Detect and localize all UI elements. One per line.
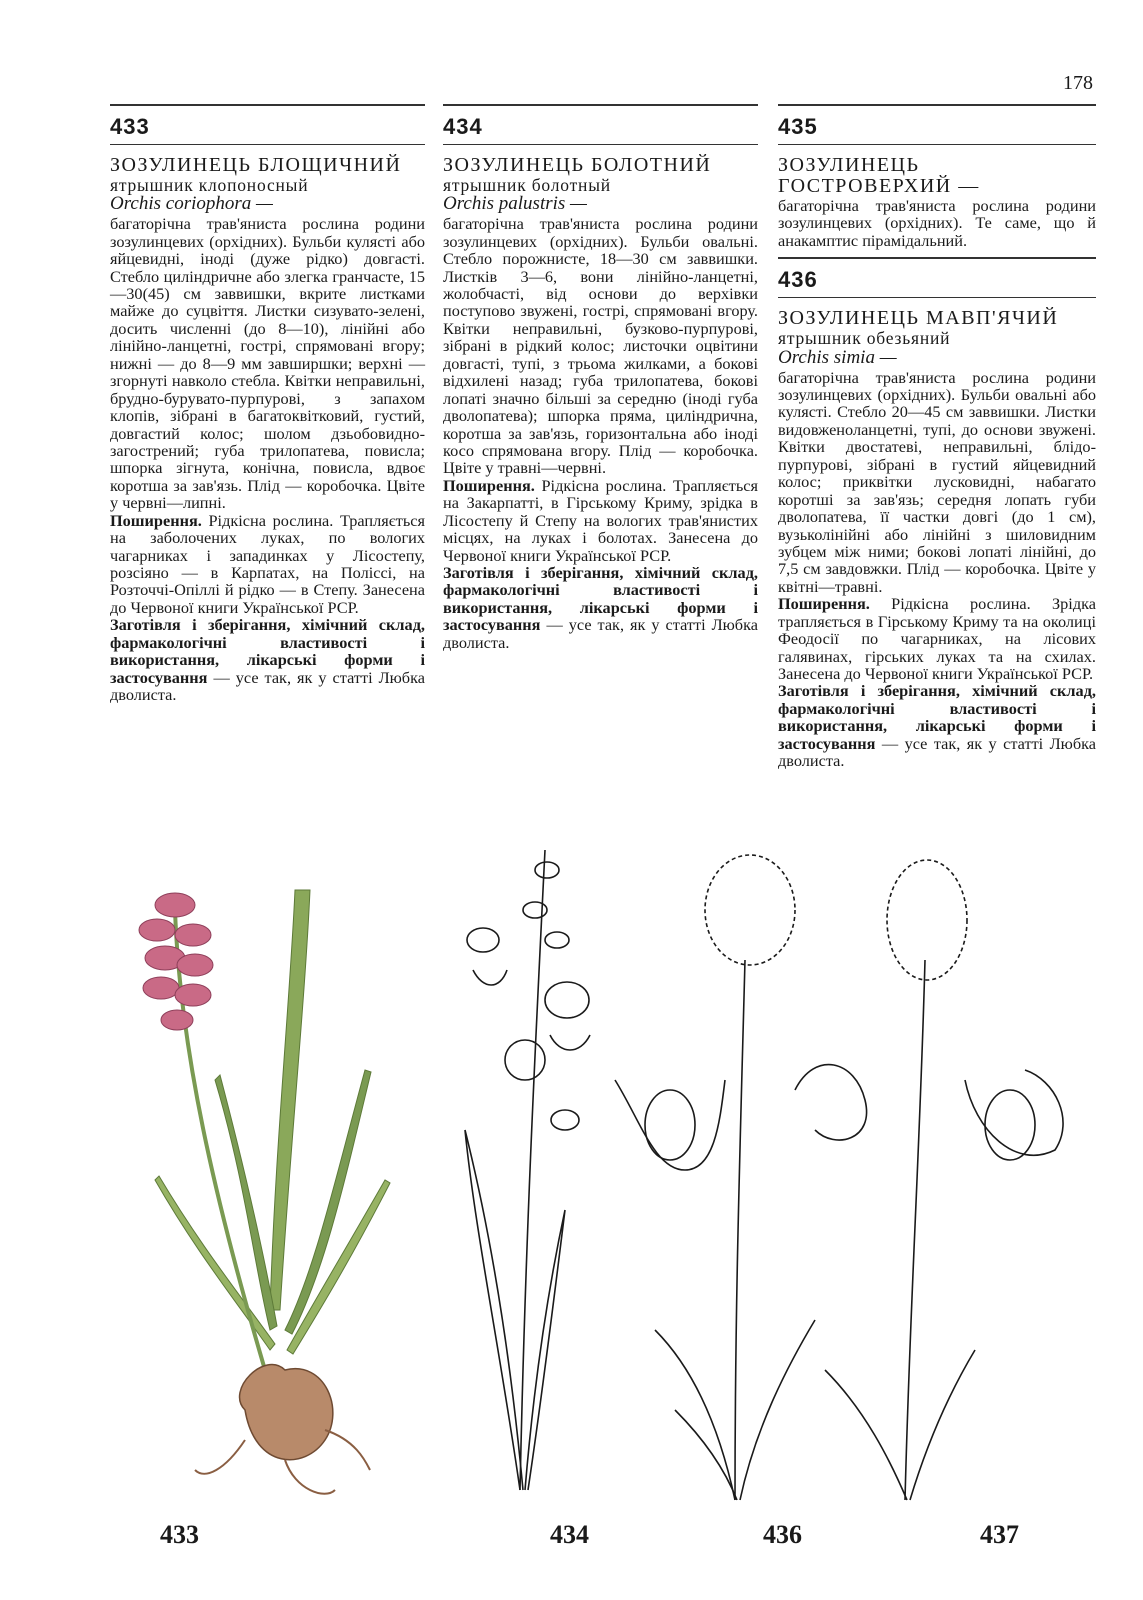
entry-rule xyxy=(110,144,425,145)
entry-heading: ЗОЗУЛИНЕЦЬ БОЛОТНИЙ xyxy=(443,154,712,176)
entry-body xyxy=(778,369,1096,770)
orchid-433-illustration xyxy=(139,890,390,1494)
description: багаторічна трав'яниста рослина родини зозулинцевих (орхідних). Те саме, що й анакамптис пірамідальний. xyxy=(778,196,1096,250)
description: багаторічна трав'яниста рослина родини зозулинцевих (орхідних). Бульби овальні. Стебло порожнисте, 18—30 см заввишки. Листків 3—6, вони лінійно-ланцетні, жолобчасті, від основи до верхівки поступово звужені, гострі, спрямовані вгору. Квітки неправильні, бузково-пурпурові, зібрані в рідкий колос; листочки оцвітини довгасті, тупі, з трьома жилками, а бокові відхилені назад; губа трилопатева, бокові лопаті значно більші за середню (іноді губа дволопатева); шпорка пряма, циліндрична, коротша за зав'язь, горизонтальна або іноді косо спрямована вгору. Плід — коробочка. Цвіте у травні—червні. xyxy=(443,214,758,478)
spread-text: Рідкісна рослина. Трапляється на Закарпатті, в Гірському Криму, зрідка в Лісостепу й Степу на вологих трав'янистих місцях, на луках і болотах. Занесена до Червоної книги Української РСР. xyxy=(443,475,758,565)
entry-number: 435 xyxy=(778,114,818,139)
orchid-436-illustration xyxy=(615,855,867,1500)
orchid-437-illustration xyxy=(825,860,1063,1500)
prep-label: Заготівля і зберігання, хімічний склад, фармакологічні властивості і використання, лікарські форми і застосування xyxy=(443,563,758,635)
figure-label-433: 433 xyxy=(160,1520,199,1549)
entry-rule xyxy=(443,144,758,145)
entry-body xyxy=(443,215,758,651)
latin-name: Orchis coriophora — xyxy=(110,193,273,215)
entry-rule xyxy=(110,104,425,106)
entry-body xyxy=(778,197,1096,249)
figure-label-436: 436 xyxy=(763,1520,802,1549)
entry-rule xyxy=(778,297,1096,298)
latin-name: Orchis simia — xyxy=(778,346,897,368)
russian-name: ятрышник клопоносный xyxy=(110,175,309,195)
russian-name: ятрышник болотный xyxy=(443,175,611,195)
entry-heading: ЗОЗУЛИНЕЦЬ ГОСТРОВЕРХИЙ — xyxy=(778,154,980,197)
orchid-434-illustration xyxy=(465,850,590,1490)
entry-436 xyxy=(778,257,1096,769)
entry-body xyxy=(110,215,425,703)
entry-column-3 xyxy=(778,104,1096,770)
page-number: 178 xyxy=(1063,72,1093,94)
prep-label: Заготівля і зберігання, хімічний склад, фармакологічні властивості і використання, лікарські форми і застосування xyxy=(110,615,425,687)
spread-label: Поширення. xyxy=(443,475,535,495)
description: багаторічна трав'яниста рослина родини зозулинцевих (орхідних). Бульби кулясті або яйцевидні, іноді (дуже рідко) довгасті. Стебло циліндричне або злегка гранчасте, 15—30(45) см заввишки, вкрите листками майже до суцвіття. Листки сизувато-зелені, досить численні (до 8—10), лінійні або лінійно-ланцетні, гострі, спрямовані вгору; нижні — до 8—9 мм завширшки; верхні — згорнуті навколо стебла. Квітки неправильні, брудно-бурувато-пурпурові, з запахом клопів, зібрані в багатоквітковий, густий, довгастий колос; шолом дзьобовидно-загострений; губа трилопатева, повисла; шпорка зігнута, конічна, повисла, вдвоє коротша за зав'язь. Плід — коробочка. Цвіте у червні—липні. xyxy=(110,214,425,513)
orchid-illustrations-svg xyxy=(95,850,1115,1550)
entry-434 xyxy=(443,104,758,651)
russian-name: ятрышник обезьяний xyxy=(778,328,951,349)
entry-435 xyxy=(778,104,1096,249)
spread-label: Поширення. xyxy=(778,594,870,614)
entry-number: 436 xyxy=(778,267,818,293)
entry-number: 433 xyxy=(110,114,150,139)
entry-rule xyxy=(778,257,1096,259)
entry-rule xyxy=(443,104,758,106)
entry-rule xyxy=(778,104,1096,106)
entry-number: 434 xyxy=(443,114,483,139)
figure-label-434: 434 xyxy=(550,1520,589,1549)
entry-rule xyxy=(778,144,1096,145)
spread-text: Рідкісна рослина. Зрідка трапляється в Гірському Криму та на околиці Феодосії по чагарниках, на лісових галявинах, гірських луках та на схилах. Занесена до Червоної книги Української РСР. xyxy=(778,594,1096,684)
figure-label-437: 437 xyxy=(980,1520,1019,1549)
latin-name: Orchis palustris — xyxy=(443,193,587,215)
prep-label: Заготівля і зберігання, хімічний склад, фармакологічні властивості і використання, лікарські форми і застосування xyxy=(778,681,1096,753)
prep-text: — усе так, як у статті Любка дволиста. xyxy=(778,733,1096,771)
description: багаторічна трав'яниста рослина родини зозулинцевих (орхідних). Бульби овальні або кулясті. Стебло 20—45 см заввишки. Листки видовженоланцетні, тупі, до основи звужені. Квітки двостатеві, неправильні, блідо-пурпурові, зібрані в густий яйцевидний колос; приквітки лусковидні, набагато коротші за зав'язь; середня лопать губи дволопатева, її частки довгі (до 1 см), вузьколінійні або лінійні з шиловидним зубцем між ними; бокові лопаті лінійні, до 7,5 см завдовжки. Плід — коробочка. Цвіте у квітні—травні. xyxy=(778,367,1096,596)
prep-text: — усе так, як у статті Любка дволиста. xyxy=(443,615,758,652)
spread-text: Рідкісна рослина. Трапляється на заболочених луках, по вологих чагарниках і западинках у Лісостепу, розсіяно — в Карпатах, на Поліссі, на Розточчі-Опіллі й рідко — в Степу. Занесена до Червоної книги Української РСР. xyxy=(110,510,425,617)
entry-heading: ЗОЗУЛИНЕЦЬ МАВП'ЯЧИЙ xyxy=(778,307,1059,330)
prep-text: — усе так, як у статті Любка дволиста. xyxy=(110,667,425,705)
botanical-illustrations xyxy=(95,850,1115,1550)
entry-433 xyxy=(110,104,425,704)
entry-heading: ЗОЗУЛИНЕЦЬ БЛОЩИЧНИЙ xyxy=(110,154,402,176)
spread-label: Поширення. xyxy=(110,510,202,530)
